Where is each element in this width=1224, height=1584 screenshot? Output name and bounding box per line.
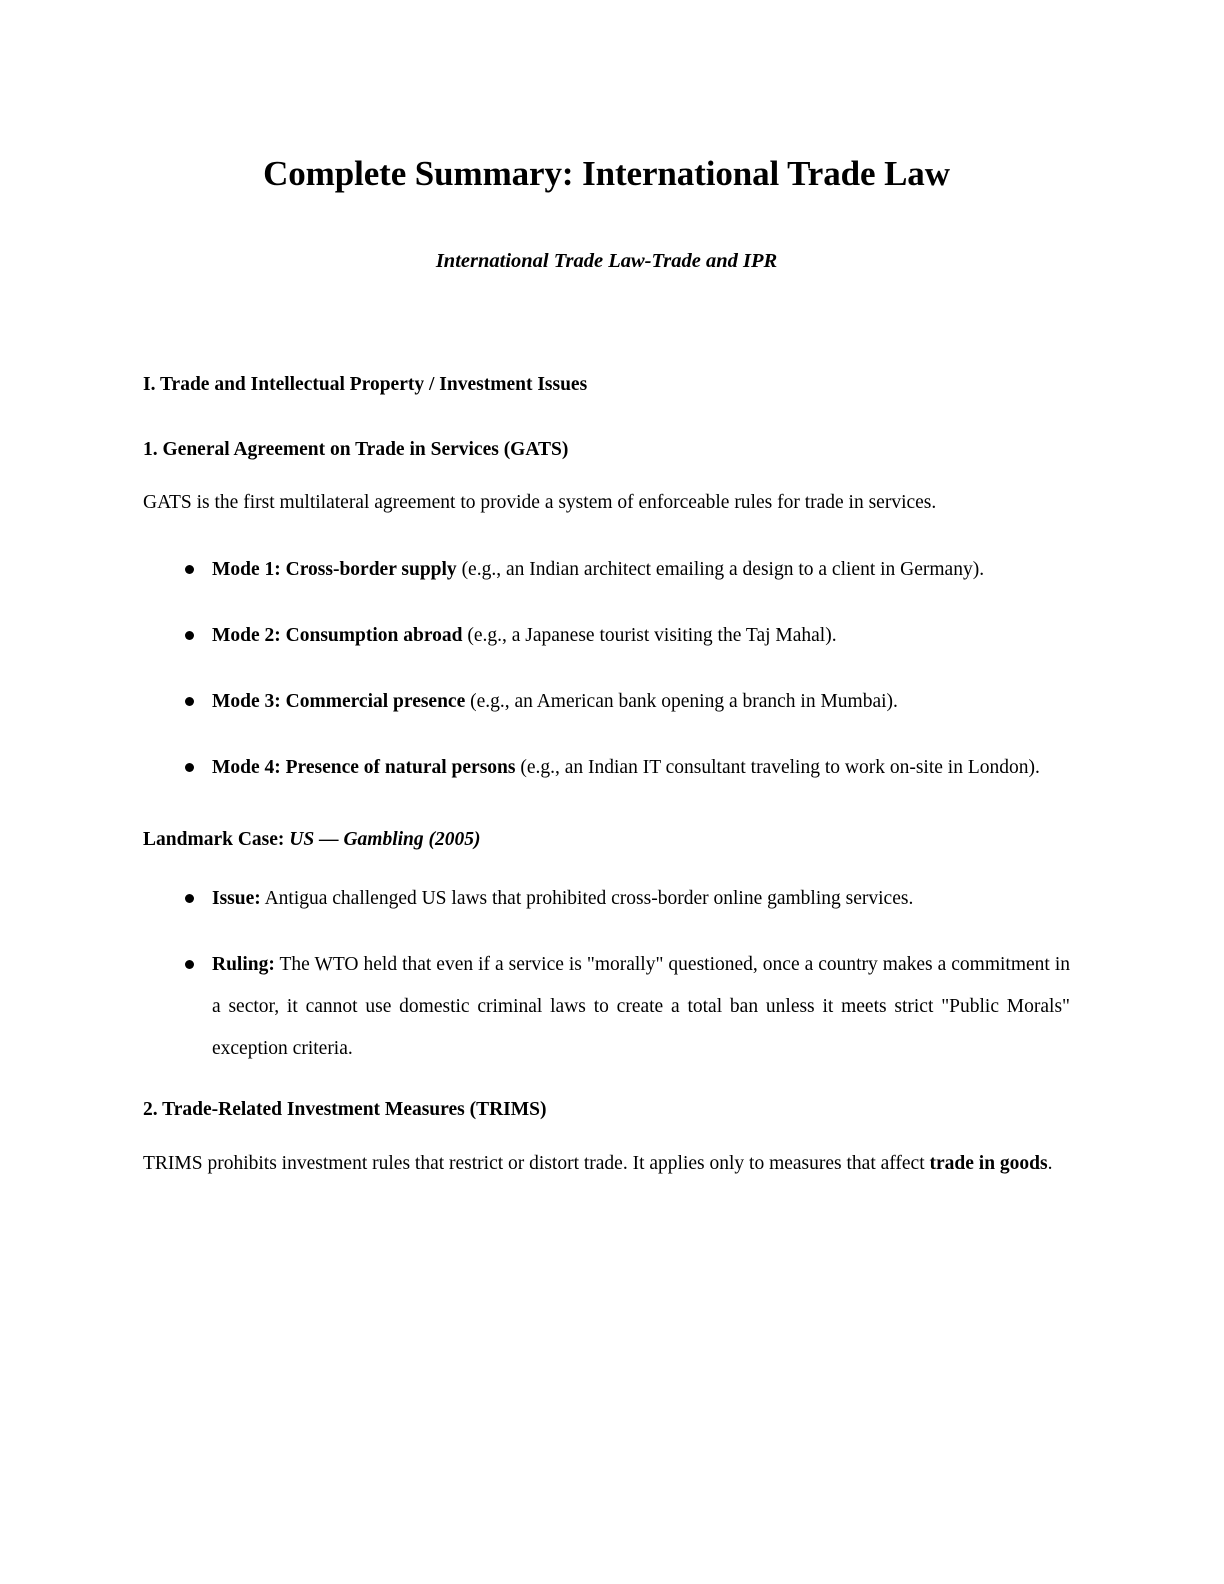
mode-label: Mode 1: Cross-border supply [212, 559, 457, 581]
mode-text: (e.g., an American bank opening a branch in Mumbai). [465, 691, 898, 713]
list-item [143, 878, 1070, 920]
bullet-icon [185, 549, 196, 591]
trims-text-part1: TRIMS prohibits investment rules that restrict or distort trade. It applies only to measures that affect [143, 1152, 930, 1174]
section-heading-gats: 1. General Agreement on Trade in Services (GATS) [143, 438, 569, 460]
landmark-case-heading [143, 789, 1070, 853]
document-content [143, 0, 1070, 1185]
mode-text: (e.g., a Japanese tourist visiting the Taj Mahal). [462, 625, 837, 647]
case-point-label: Ruling: [212, 954, 275, 976]
document-subtitle: International Trade Law-Trade and IPR [435, 249, 778, 272]
section-heading-roman: I. Trade and Intellectual Property / Investment Issues [143, 374, 588, 396]
mode-label: Mode 4: Presence of natural persons [212, 757, 516, 779]
bullet-icon [185, 878, 196, 920]
trims-paragraph [143, 1124, 1070, 1185]
mode-text: (e.g., an Indian architect emailing a design to a client in Germany). [456, 559, 985, 581]
bullet-icon [185, 615, 196, 657]
case-point-text: Antigua challenged US laws that prohibited cross-border online gambling services. [260, 888, 914, 910]
case-point-label: Issue: [212, 888, 261, 910]
list-item [143, 944, 1070, 1070]
case-point-text: The WTO held that even if a service is "morally" questioned, once a country makes a commitment in a sector, it cannot use domestic criminal laws to create a total ban unless it meets strict "Public Morals" exception criteria. [212, 954, 1070, 1060]
landmark-case-prefix: Landmark Case: [143, 829, 290, 851]
landmark-case-name: US — Gambling (2005) [289, 829, 481, 851]
page-title: Complete Summary: International Trade Law [263, 154, 950, 193]
list-item [143, 615, 1070, 657]
list-item [143, 549, 1070, 591]
landmark-case-points-list [143, 878, 1070, 1070]
bullet-icon [185, 681, 196, 723]
bullet-icon [185, 944, 196, 986]
trims-text-part2: . [1047, 1152, 1053, 1174]
mode-label: Mode 2: Consumption abroad [212, 625, 463, 647]
list-item [143, 747, 1070, 789]
section-heading-trims: 2. Trade-Related Investment Measures (TRIMS) [143, 1099, 547, 1121]
bullet-icon [185, 747, 196, 789]
spacer [143, 1070, 1070, 1097]
list-item [143, 681, 1070, 723]
mode-label: Mode 3: Commercial presence [212, 691, 466, 713]
trims-emphasis: trade in goods [929, 1152, 1048, 1174]
gats-modes-list [143, 549, 1070, 789]
mode-text: (e.g., an Indian IT consultant traveling to work on-site in London). [515, 757, 1040, 779]
gats-intro-paragraph: GATS is the first multilateral agreement to provide a system of enforceable rules for trade in services. [143, 492, 937, 514]
